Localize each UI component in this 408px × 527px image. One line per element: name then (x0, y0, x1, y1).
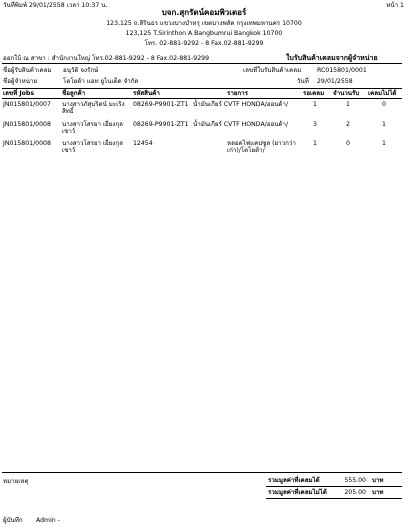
col-header-received: จำนวนรับ (333, 90, 360, 97)
table-cell-customer: นางสาวโสรยา เยี่ยงกุลเชาว์ (62, 140, 123, 155)
company-address-en: 123,125 T.Sirinthon A.Bangbumrui Bangkok 10700 (125, 30, 283, 37)
table-cell-received: 2 (346, 121, 350, 128)
table-cell-unclaimable: 1 (382, 140, 386, 147)
receiver-value: อนุวัติ จงรักษ์ (63, 67, 99, 74)
col-header-customer: ชื่อลูกค้า (62, 90, 86, 97)
doc-number-label: เลขที่ใบรับสินค้าเคลม (243, 67, 302, 74)
company-name: บจก.สุกรัตน์คอมพิวเตอร์ (161, 8, 247, 17)
table-cell-product-code: 08269-P9901-ZT1 (133, 101, 189, 108)
total-claim-label: รวมมูลค่าที่เคลมได้ (268, 477, 320, 484)
vendor-value: โตโยต้า แอท ยูไนเต็ด จำกัด (63, 78, 139, 85)
vendor-label: ชื่อผู้จำหน่าย (3, 78, 38, 85)
table-cell-product-code: 08269-P9901-ZT1 (133, 121, 189, 128)
table-cell-received: 0 (346, 140, 350, 147)
recorder-label: ผู้บันทึก (3, 517, 23, 524)
divider (266, 486, 402, 487)
total-fail-currency: บาท (372, 489, 384, 496)
total-fail-label: รวมมูลค่าที่เคลมไม่ได้ (268, 489, 327, 496)
table-cell-pending: 1 (313, 101, 317, 108)
table-cell-product-code: 12454 (133, 140, 153, 147)
branch-info: ออกใบ้ ณ สาขา : สำนักงานใหญ่ โทร.02-881-9292 - 8 Fax.02-881-9299 (3, 55, 210, 62)
table-cell-customer: นางสาวโสรยา เยี่ยงกุลเชาว์ (62, 121, 123, 136)
col-header-unclaimable: เคลมไม่ได้ (368, 90, 397, 97)
divider (2, 63, 402, 64)
table-cell-job: JN015801/0007 (3, 101, 51, 108)
col-header-description: รายการ (227, 90, 248, 97)
table-cell-pending: 1 (313, 140, 317, 147)
document-title: ใบรับสินค้าเคลมจากผู้จำหน่าย (286, 54, 378, 62)
company-address-th: 123,125 ถ.สิรินธร แขวงบางบำหรุ เขตบางพลัด กรุงเทพมหานคร 10700 (106, 20, 302, 27)
table-cell-customer: นางสาวภัสุบริตน์ มะเริงสิทธิ์ (62, 101, 125, 116)
table-cell-unclaimable: 1 (382, 121, 386, 128)
table-cell-job: JN015801/0008 (3, 140, 51, 147)
table-cell-unclaimable: 0 (382, 101, 386, 108)
divider (2, 472, 402, 473)
total-claim-currency: บาท (372, 477, 384, 484)
table-cell-job: JN015801/0008 (3, 121, 51, 128)
date-label: วันที่ (297, 78, 309, 85)
table-cell-received: 1 (346, 101, 350, 108)
total-fail-value: 205.00 (344, 489, 366, 496)
receiver-label: ชื่อผู้รับสินค้าเคลม (3, 67, 52, 74)
divider (266, 498, 402, 499)
divider (2, 98, 402, 99)
table-cell-description: น้ำมันเกียร์ CVTF HONDA/ฮอนด้า/ (193, 121, 289, 128)
print-date: วันที่พิมพ์ 29/01/2558 เวลา 10:37 น. (3, 2, 108, 9)
date-value: 29/01/2558 (317, 78, 353, 85)
table-cell-pending: 3 (313, 121, 317, 128)
remark-label: หมายเหตุ (3, 478, 29, 485)
table-cell-description: หลอดไฟแคปซูล (ยาวกว่าเก่า)/โตโยต้า/ (227, 140, 296, 155)
col-header-job: เลขที่ Jobs (3, 90, 35, 97)
col-header-pending: รอเคลม (303, 90, 325, 97)
doc-number-value: RC015801/0001 (317, 67, 367, 74)
col-header-product-code: รหัสสินค้า (133, 90, 160, 97)
company-phone: โทร. 02-881-9292 - 8 Fax.02-881-9299 (144, 40, 264, 47)
total-claim-value: 555.00 (344, 477, 366, 484)
table-cell-description: น้ำมันเกียร์ CVTF HONDA/ฮอนด้า/ (193, 101, 289, 108)
recorder-value: Admin - (36, 517, 60, 524)
divider (2, 88, 402, 89)
page-number: หน้า 1 (386, 2, 404, 9)
